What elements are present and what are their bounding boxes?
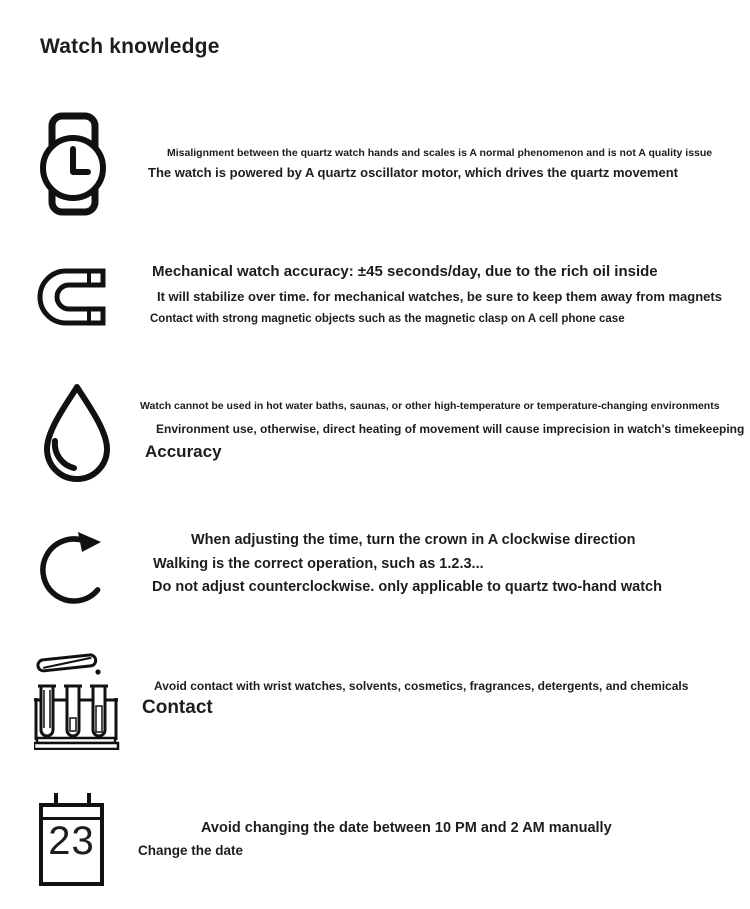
quartz-main-line: The watch is powered by A quartz oscillator motor, which drives the quartz movement — [148, 165, 678, 180]
crown-main-line: When adjusting the time, turn the crown in A clockwise direction — [191, 532, 636, 548]
accuracy-heading: Accuracy — [145, 442, 222, 461]
quartz-note-line: Misalignment between the quartz watch hands and scales is A normal phenomenon and is not A quality issue — [167, 147, 713, 159]
date-main-line: Avoid changing the date between 10 PM and 2 AM manually — [201, 820, 612, 836]
magnet-sub-line: It will stabilize over time. for mechanical watches, be sure to keep them away from magnets — [157, 289, 722, 304]
crown-warning-line: Do not adjust counterclockwise. only applicable to quartz two-hand watch — [152, 579, 662, 595]
test-tubes-icon — [34, 652, 120, 755]
temperature-sub-line: Environment use, otherwise, direct heating of movement will cause imprecision in watch's timekeeping — [156, 422, 745, 436]
water-drop-icon — [40, 382, 114, 489]
calendar-day-number: 23 — [48, 819, 95, 863]
crown-sub-line: Walking is the correct operation, such as 1.2.3... — [153, 556, 484, 572]
clockwise-arrow-icon — [40, 530, 110, 619]
contact-heading: Contact — [142, 697, 213, 718]
chemicals-note-line: Avoid contact with wrist watches, solvents, cosmetics, fragrances, detergents, and chemicals — [154, 679, 689, 693]
magnet-main-line: Mechanical watch accuracy: ±45 seconds/day, due to the rich oil inside — [152, 263, 658, 280]
magnet-icon — [36, 267, 106, 332]
wristwatch-icon — [40, 112, 106, 221]
page-title: Watch knowledge — [40, 35, 220, 58]
magnet-note-line: Contact with strong magnetic objects such as the magnetic clasp on A cell phone case — [150, 313, 625, 325]
temperature-note-line: Watch cannot be used in hot water baths, saunas, or other high-temperature or temperature-changing environments — [140, 400, 720, 412]
calendar-body — [39, 803, 104, 886]
calendar-icon — [39, 793, 105, 888]
date-sub-line: Change the date — [138, 843, 244, 858]
